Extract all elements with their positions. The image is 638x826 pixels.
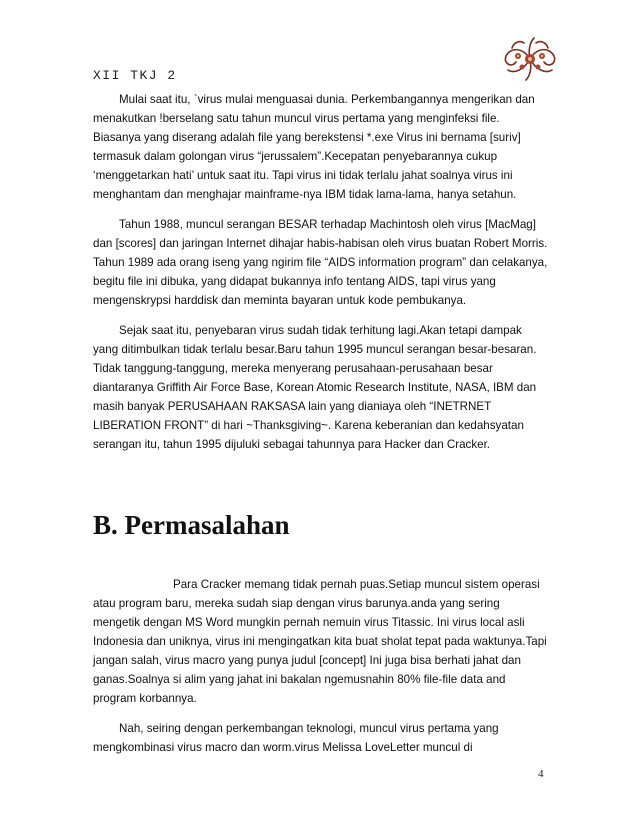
page-number: 4 xyxy=(538,768,544,780)
section-text-block xyxy=(93,575,548,768)
intro-text-block xyxy=(93,90,548,465)
ornament-icon xyxy=(500,34,560,84)
paragraph: Tahun 1988, muncul serangan BESAR terhadap Machintosh oleh virus [MacMag] dan [scores] dan jaringan Internet dihajar habis-habisan oleh virus buatan Robert Morris. Tahun 1989 ada orang iseng yang ngirim file “AIDS information program” dan celakanya, begitu file ini dibuka, yang didapat bukannya info tentang AIDS, tapi virus yang mengenskrypsi harddisk dan meminta bayaran untuk kode pembukanya. xyxy=(93,218,548,307)
paragraph: Para Cracker memang tidak pernah puas.Setiap muncul sistem operasi atau program baru, mereka sudah siap dengan virus barunya.anda yang sering mengetik dengan MS Word mungkin pernah nemuin virus Titassic. Ini virus local asli Indonesia dan uniknya, virus ini mengingatkan kita buat sholat tepat pada waktunya.Tapi jangan salah, virus macro yang punya judul [concept] Ini juga bisa berhati jahat dan ganas.Soalnya si alim yang jahat ini bakalan ngemusnahin 80% file-file data and program korbannya. xyxy=(93,578,547,705)
paragraph: Sejak saat itu, penyebaran virus sudah tidak terhitung lagi.Akan tetapi dampak yang ditimbulkan tidak terlalu besar.Baru tahun 1995 muncul serangan besar-besaran. Tidak tanggung-tanggung, mereka menyerang perusahaan-perusahaan besar diantaranya Griffith Air Force Base, Korean Atomic Research Institute, NASA, IBM dan masih banyak PERUSAHAAN RAKSASA lain yang dianiaya oleh “INETRNET LIBERATION FRONT” di hari ~Thanksgiving~. Karena keberanian dan kedahsyatan serangan itu, tahun 1995 dijuluki sebagai tahunnya para Hacker dan Cracker. xyxy=(93,324,537,451)
paragraph: Nah, seiring dengan perkembangan teknologi, muncul virus pertama yang mengkombinasi virus macro dan worm.virus Melissa LoveLetter muncul di xyxy=(93,722,499,754)
paragraph: Mulai saat itu, `virus mulai menguasai dunia. Perkembangannya mengerikan dan menakutkan !berselang satu tahun muncul virus pertama yang menginfeksi file. Biasanya yang diserang adalah file yang berekstensi *.exe Virus ini bernama [suriv] termasuk dalam golongan virus “jerussalem”.Kecepatan penyebarannya cukup ‘menggetarkan hati’ untuk saat itu. Tapi virus ini tidak terlalu jahat soalnya virus ini menghantam dan menghajar mainframe-nya IBM tidak lama-lama, hanya setahun. xyxy=(93,93,535,201)
header-label: XII TKJ 2 xyxy=(93,68,177,83)
section-title: B. Permasalahan xyxy=(93,510,290,540)
